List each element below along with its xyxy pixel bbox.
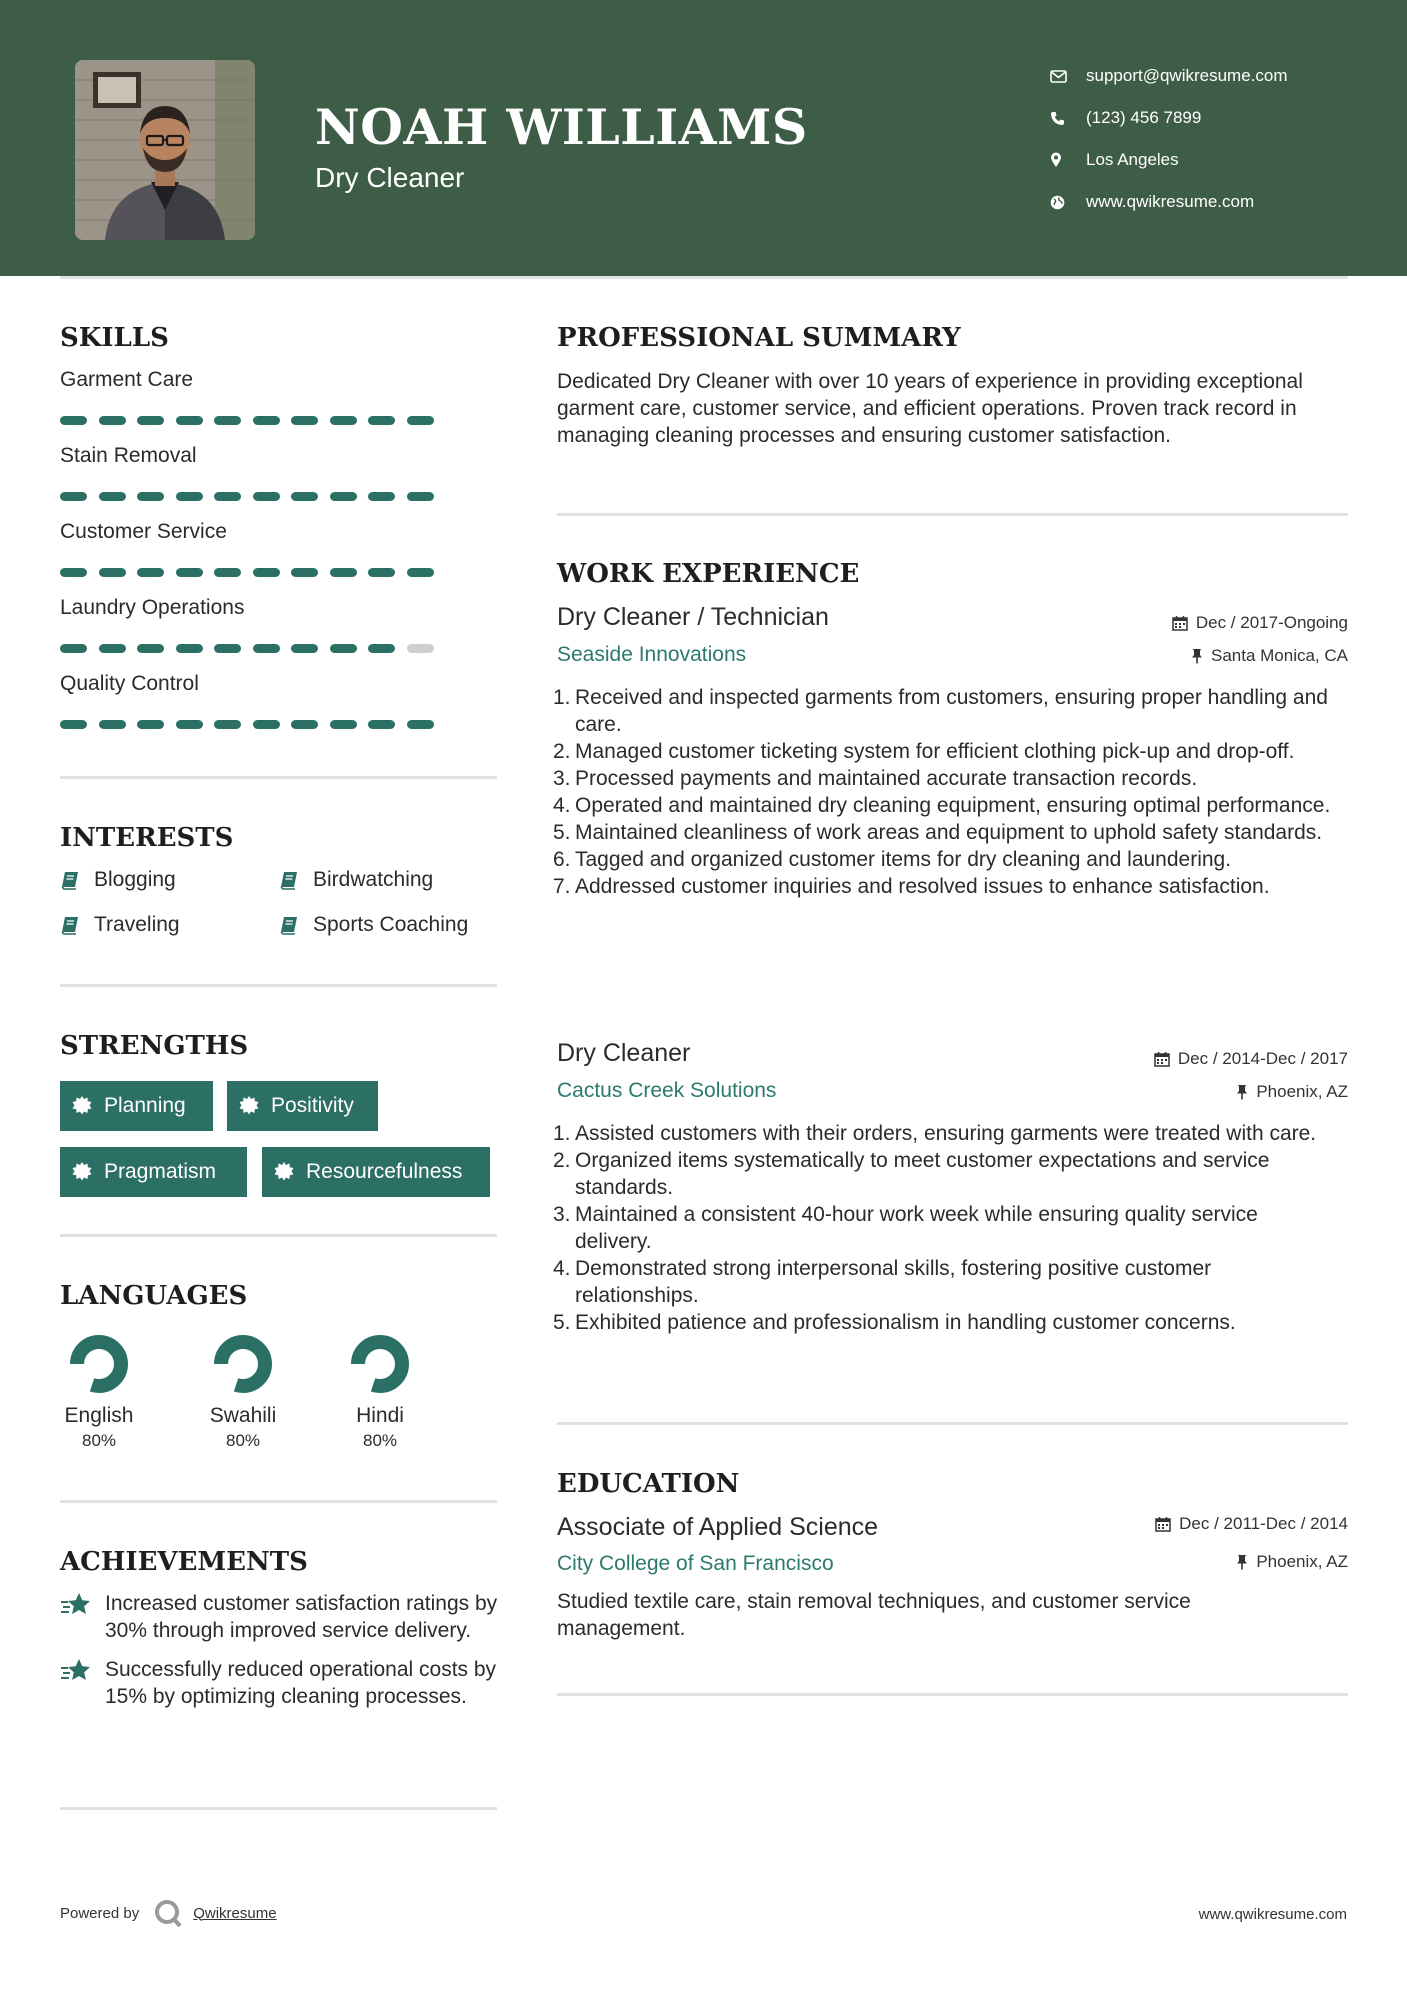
achievements-heading: ACHIEVEMENTS [60,1547,308,1577]
rating-dot [60,492,87,501]
contact-phone-text: (123) 456 7899 [1086,108,1202,127]
rating-dot [60,416,87,425]
job-date-text: Dec / 2014-Dec / 2017 [1177,1049,1348,1068]
footer-url[interactable]: www.qwikresume.com [1198,1906,1347,1923]
rating-dot [214,492,241,501]
skill-rating [60,720,434,729]
strength-label: Pragmatism [104,1160,217,1183]
star-icon [60,1656,105,1710]
education-degree: Associate of Applied Science [557,1513,879,1541]
rating-dot [99,492,126,501]
rating-dot [330,416,357,425]
duty-item: 1. Assisted customers with their orders, ensuring garments were treated with care. [553,1122,1317,1145]
rating-dot [137,720,164,729]
duty-text: Tagged and organized customer items for dry cleaning and laundering. [575,848,1232,871]
section-divider [60,1807,497,1810]
badge-icon [239,1096,271,1116]
book-icon [279,870,313,890]
profile-photo [75,60,255,240]
envelope-icon [1050,70,1086,83]
skill-rating [60,416,434,425]
rating-dot [407,568,434,577]
rating-dot [176,720,203,729]
interests-heading: INTERESTS [60,823,234,853]
skill-label: Stain Removal [60,444,197,467]
duty-text: Maintained a consistent 40-hour work week while ensuring quality service delivery. [575,1203,1258,1253]
skill-label: Garment Care [60,368,194,391]
contact-list [1050,55,1288,223]
skill-rating [60,492,434,501]
rating-dot [253,568,280,577]
contact-location [1050,139,1288,181]
duty-text: Maintained cleanliness of work areas and equipment to uphold safety standards. [575,821,1323,844]
star-icon [60,1590,105,1644]
rating-dot [176,416,203,425]
rating-dot [407,492,434,501]
job-location-text: Santa Monica, CA [1210,646,1348,665]
summary-heading: PROFESSIONAL SUMMARY [557,323,961,353]
rating-dot [407,416,434,425]
badge-icon [72,1162,104,1182]
contact-website[interactable] [1050,181,1288,223]
language-name: English [64,1404,134,1427]
duty-item: 1. Received and inspected garments from customers, ensuring proper handling and care. [553,686,1328,736]
language-level-ring [67,1332,131,1396]
rating-dot [214,644,241,653]
rating-dot [330,644,357,653]
rating-dot [214,416,241,425]
rating-dot [291,644,318,653]
duty-text: Operated and maintained dry cleaning equipment, ensuring optimal performance. [575,794,1331,817]
rating-dot [99,720,126,729]
education-heading: EDUCATION [557,1469,740,1499]
education-description: Studied textile care, stain removal techniques, and customer service management. [557,1590,1191,1640]
skill-item [60,368,434,444]
duty-text: Managed customer ticketing system for efficient clothing pick-up and drop-off. [575,740,1295,763]
book-icon [60,915,94,935]
rating-dot [137,416,164,425]
achievement-item [60,1590,500,1644]
rating-dot [253,644,280,653]
languages-heading: LANGUAGES [60,1281,248,1311]
strength-tag [60,1081,213,1131]
interest-label: Traveling [94,913,180,936]
job-company: Cactus Creek Solutions [557,1079,777,1102]
job-location [1191,646,1348,666]
duty-text: Processed payments and maintained accurate transaction records. [575,767,1198,790]
rating-dot [253,492,280,501]
skill-item [60,520,434,596]
rating-dot [330,492,357,501]
rating-dot [291,568,318,577]
duty-text: Exhibited patience and professionalism in handling customer concerns. [575,1311,1236,1334]
contact-location-text: Los Angeles [1086,150,1179,169]
rating-dot [214,568,241,577]
interest-label: Blogging [94,868,176,891]
skill-label: Quality Control [60,672,199,695]
job-date [1154,1049,1348,1069]
strengths-heading: STRENGTHS [60,1031,249,1061]
book-icon [60,870,94,890]
rating-dot [137,492,164,501]
duty-item: 3. Processed payments and maintained accurate transaction records. [553,767,1198,790]
language-percent: 80% [81,1431,117,1450]
section-divider [557,1693,1348,1696]
pushpin-icon [1236,1084,1248,1100]
language-item [188,1332,298,1451]
duty-text: Assisted customers with their orders, ensuring garments were treated with care. [575,1122,1317,1145]
duty-item: 2. Managed customer ticketing system for efficient clothing pick-up and drop-off. [553,740,1295,763]
header-divider [60,276,1348,279]
duty-item: 7. Addressed customer inquiries and resolved issues to enhance satisfaction. [553,875,1270,898]
rating-dot [368,416,395,425]
education-school: City College of San Francisco [557,1552,834,1575]
section-divider [557,513,1348,516]
rating-dot [291,416,318,425]
rating-dot [330,720,357,729]
skills-heading: SKILLS [60,323,169,353]
achievement-text: Successfully reduced operational costs by 15% by optimizing cleaning processes. [105,1658,497,1708]
experience-heading: WORK EXPERIENCE [557,559,860,589]
duty-item: 5. Exhibited patience and professionalism in handling customer concerns. [553,1311,1236,1334]
section-divider [557,1422,1348,1425]
duty-item: 4. Operated and maintained dry cleaning equipment, ensuring optimal performance. [553,794,1331,817]
rating-dot [368,720,395,729]
rating-dot [99,644,126,653]
language-name: Hindi [356,1404,404,1427]
interest-item [279,913,468,937]
strength-tag [227,1081,378,1131]
duty-text: Demonstrated strong interpersonal skills, fostering positive customer relationships. [575,1257,1212,1307]
language-level-ring [348,1332,412,1396]
calendar-icon [1155,1516,1171,1532]
badge-icon [274,1162,306,1182]
language-name: Swahili [209,1404,277,1427]
strength-label: Planning [104,1094,186,1117]
rating-dot [176,492,203,501]
duty-text: Addressed customer inquiries and resolved issues to enhance satisfaction. [575,875,1270,898]
contact-phone[interactable] [1050,97,1288,139]
strength-tag [60,1147,247,1197]
book-icon [279,915,313,935]
duty-item: 6. Tagged and organized customer items for dry cleaning and laundering. [553,848,1232,871]
contact-email-text: support@qwikresume.com [1086,66,1288,85]
language-item [44,1332,154,1451]
phone-icon [1050,111,1086,126]
skill-label: Laundry Operations [60,596,245,619]
section-divider [60,1500,497,1503]
job-location [1236,1082,1348,1102]
rating-dot [368,492,395,501]
pushpin-icon [1236,1554,1248,1570]
job-duties [553,1120,1337,1336]
strength-label: Resourcefulness [306,1160,463,1183]
candidate-title: Dry Cleaner [315,162,465,193]
rating-dot [137,644,164,653]
rating-dot [214,720,241,729]
candidate-name: NOAH WILLIAMS [315,98,808,156]
language-level-ring [211,1332,275,1396]
globe-icon [1050,195,1086,210]
summary-text: Dedicated Dry Cleaner with over 10 years of experience in providing exceptional garment care, customer service, and efficient operations. Proven track record in managing cleaning processes and ensuring customer satisfaction. [557,370,1303,447]
rating-dot [291,492,318,501]
rating-dot [407,720,434,729]
map-pin-icon [1050,152,1086,168]
skill-item [60,672,434,748]
strength-tag [262,1147,490,1197]
rating-dot [60,568,87,577]
duty-item: 5. Maintained cleanliness of work areas and equipment to uphold safety standards. [553,821,1323,844]
job-role: Dry Cleaner / Technician [557,603,829,631]
skill-rating [60,644,434,653]
interest-label: Birdwatching [313,868,434,891]
rating-dot [60,720,87,729]
badge-icon [72,1096,104,1116]
skill-item [60,596,434,672]
language-item [325,1332,435,1451]
job-company: Seaside Innovations [557,643,747,666]
calendar-icon [1154,1051,1170,1067]
interest-label: Sports Coaching [313,913,469,936]
strength-label: Positivity [271,1094,354,1117]
rating-dot [291,720,318,729]
duty-text: Received and inspected garments from customers, ensuring proper handling and care. [575,686,1328,736]
achievement-text: Increased customer satisfaction ratings by 30% through improved service delivery. [105,1592,498,1642]
section-divider [60,984,497,987]
job-date [1172,613,1348,633]
job-location-text: Phoenix, AZ [1256,1082,1348,1101]
section-divider [60,776,497,779]
skill-rating [60,568,434,577]
achievement-item [60,1656,500,1710]
rating-dot [368,644,395,653]
interest-item [60,913,180,937]
qwikresume-link[interactable]: Qwikresume [193,1904,277,1922]
skill-item [60,444,434,520]
rating-dot [137,568,164,577]
rating-dot [253,720,280,729]
education-location-text: Phoenix, AZ [1256,1552,1348,1571]
duty-item: 3. Maintained a consistent 40-hour work week while ensuring quality service delivery. [553,1203,1258,1253]
rating-dot [176,644,203,653]
education-date-text: Dec / 2011-Dec / 2014 [1179,1514,1348,1533]
rating-dot [253,416,280,425]
interest-item [279,868,433,892]
pushpin-icon [1191,648,1203,664]
rating-dot [176,568,203,577]
education-date [1155,1514,1348,1534]
rating-dot-empty [407,644,434,653]
rating-dot [99,416,126,425]
rating-dot [60,644,87,653]
duty-item: 4. Demonstrated strong interpersonal skills, fostering positive customer relationships. [553,1257,1212,1307]
job-role: Dry Cleaner [557,1039,691,1067]
language-percent: 80% [362,1431,398,1450]
duty-item: 2. Organized items systematically to meet customer expectations and service standards. [553,1149,1270,1199]
powered-by-label: Powered by [60,1904,140,1922]
duty-text: Organized items systematically to meet customer expectations and service standards. [575,1149,1270,1199]
rating-dot [330,568,357,577]
resume-header [0,0,1407,276]
interest-item [60,868,176,892]
rating-dot [368,568,395,577]
job-date-text: Dec / 2017-Ongoing [1195,613,1348,632]
contact-email[interactable] [1050,55,1288,97]
section-divider [60,1234,497,1237]
calendar-icon [1172,615,1188,631]
contact-website-text: www.qwikresume.com [1086,192,1255,211]
footer-powered-by [60,1898,277,1928]
job-duties [553,684,1337,900]
qwikresume-logo-icon [153,1898,183,1928]
achievements-list [60,1590,500,1710]
skills-list [60,368,434,748]
language-percent: 80% [225,1431,261,1450]
skill-label: Customer Service [60,520,227,543]
rating-dot [99,568,126,577]
education-location [1236,1552,1348,1572]
